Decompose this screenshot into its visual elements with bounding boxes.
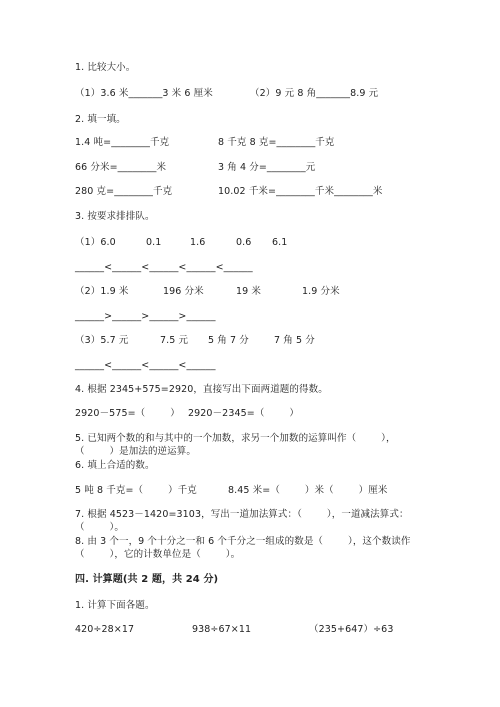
q3-g3-item-3: 5 角 7 分 [208, 335, 249, 346]
q7-line-1: 7. 根据 4523－1420=3103，写出一道加法算式：（ ），一道减法算式： [75, 509, 409, 520]
q5-line-1: 5. 已知两个数的和与其中的一个加数，求另一个加数的运算叫作（ ）， [75, 433, 396, 444]
q8-line-1: 8. 由 3 个一，9 个十分之一和 6 个千分之一组成的数是（ ），这个数读作 [75, 536, 411, 547]
q3-g2-item-3: 19 米 [236, 286, 262, 297]
calc-item-1: 420÷28×17 [75, 624, 135, 635]
q2-item-3: 66 分米=________米 [75, 162, 167, 173]
q1-item-1: （1）3.6 米_______3 米 6 厘米 [75, 88, 213, 99]
calc-item-3: （235+647）÷63 [309, 624, 394, 635]
q2-item-2: 8 千克 8 克=________千克 [218, 137, 335, 148]
q4-title: 4. 根据 2345+575=2920，直接写出下面两道题的得数。 [75, 384, 328, 395]
q6-title: 6. 填上合适的数。 [75, 460, 155, 471]
q2-item-6: 10.02 千米=________千米________米 [218, 186, 383, 197]
q3-g2-item-1: （2）1.9 米 [75, 286, 129, 297]
q3-g1-item-4: 0.6 [236, 237, 252, 248]
q3-g2-answer: ______>______>______>______ [75, 311, 216, 322]
q3-g3-item-2: 7.5 元 [160, 335, 189, 346]
q1-title: 1. 比较大小。 [75, 62, 136, 73]
q8-line-2: （ ），它的计数单位是（ ）。 [75, 549, 241, 560]
q4-item-1: 2920－575=（ ） [75, 408, 180, 419]
q1-item-2: （2）9 元 8 角_______8.9 元 [250, 88, 379, 99]
q3-title: 3. 按要求排排队。 [75, 211, 155, 222]
q3-g3-item-4: 7 角 5 分 [274, 335, 315, 346]
q3-g1-item-1: （1）6.0 [75, 237, 116, 248]
q2-item-1: 1.4 吨=________千克 [75, 137, 170, 148]
q3-g2-item-4: 1.9 分米 [302, 286, 340, 297]
q2-item-4: 3 角 4 分=________元 [218, 162, 316, 173]
q3-g3-answer: ______<______<______<______ [75, 360, 216, 371]
q3-g1-item-3: 1.6 [190, 237, 206, 248]
q7-line-2: （ ）。 [75, 522, 125, 533]
calc-item-2: 938÷67×11 [192, 624, 252, 635]
q3-g1-item-2: 0.1 [146, 237, 162, 248]
q3-g1-item-5: 6.1 [272, 237, 288, 248]
q2-title: 2. 填一填。 [75, 114, 126, 125]
q3-g1-answer: ______<______<______<______<______ [75, 262, 253, 273]
q6-item-1: 5 吨 8 千克=（ ）千克 [75, 485, 197, 496]
q3-g3-item-1: （3）5.7 元 [75, 335, 129, 346]
calc-title: 1. 计算下面各题。 [75, 600, 155, 611]
q4-item-2: 2920－2345=（ ） [188, 408, 299, 419]
q5-line-2: （ ）是加法的逆运算。 [75, 446, 196, 457]
q6-item-2: 8.45 米=（ ）米（ ）厘米 [228, 485, 388, 496]
q2-item-5: 280 克=________千克 [75, 186, 173, 197]
section-4-title: 四. 计算题(共 2 题，共 24 分) [75, 574, 219, 585]
q3-g2-item-2: 196 分米 [163, 286, 204, 297]
